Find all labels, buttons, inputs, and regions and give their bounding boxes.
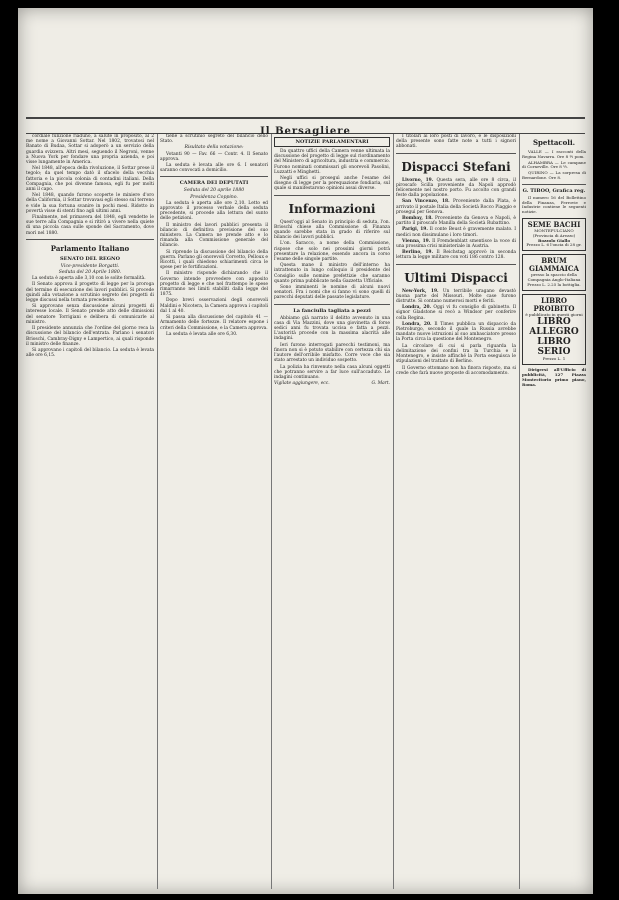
dispatch-city: Berlino, 19. bbox=[402, 250, 434, 256]
signature-line bbox=[274, 381, 390, 386]
dispatch-text: Proveniente dalla Plata, è arrivato il postale Italia della Società Rocco Piaggio e proseguì per Genova. bbox=[396, 199, 516, 215]
paragraph: Sono imminenti le nomine di alcuni nuovi senatori. Fra i nomi che si fanno vi sono quelli di parecchi deputati delle passate legislature. bbox=[274, 285, 390, 301]
ad-text: MONTEPULCIANO (Provincia di Arezzo) bbox=[532, 227, 576, 238]
dispatch-text: Il Reichstag approvò in seconda lettura la legge militare con voti 186 contro 128. bbox=[396, 250, 516, 261]
column-divider bbox=[519, 134, 520, 889]
dispatch-text: Questa sera, alle ore 8 circa, il piroscafo Scilla proveniente da Napoli approdò felicemente nel nostro porto. Fu accolto con grandi feste dalla popolazione. bbox=[396, 177, 516, 199]
ad-text: è pubblicato in questi giorni bbox=[525, 311, 583, 317]
paragraph: I titolari ai loro posti di lavoro, e le disposizioni della presente sono fatte note a tutti i signori abbonati. bbox=[396, 134, 516, 150]
section-heading: CAMERA DEI DEPUTATI bbox=[179, 180, 249, 187]
paragraph: Ieri furono interrogati parecchi testimoni, ma finora non si è potuto stabilire con certezza chi sia l'autore dell'orribile misfatto. Corre voce che sia stato arrestato un individuo sospetto. bbox=[274, 342, 390, 364]
ad-heading: LIBRO SERIO bbox=[537, 337, 571, 358]
paragraph: La seduta è aperta alle ore 2,10. Letto ed approvato il processo verbale della seduta precedente, si procede alla lettura del sunto delle petizioni. bbox=[160, 200, 268, 222]
paragraph: Si approvano i capitoli del bilancio. La seduta è levata alle ore 6,15. bbox=[26, 347, 154, 359]
column-divider bbox=[393, 134, 394, 889]
paragraph: Da quattro uffici della Camera venne ultimata la discussione del progetto di legge sul riordinamento del Ministero di agricoltura, industria e commercio. Furono nominati commissari gli onorevoli Pasolini, Luzzatti e Minghetti. bbox=[274, 149, 390, 175]
ad-heading: SEME BACHI bbox=[527, 219, 581, 229]
paragraph: Votanti 90 — Fav. 66 — Contr. 4. Il Senato approva. bbox=[160, 151, 268, 162]
dispatch-city: New-York, 19. bbox=[402, 288, 439, 294]
paragraph: tiene a scrutinio segreto del bilancio dello Stato. bbox=[160, 134, 268, 145]
dispatch-text: Un terribile uragano devastò buona parte del Missouri. Molte case furono distrutte. Si contano numerosi morti e feriti. bbox=[396, 288, 516, 305]
ad-text: Bozzolo Giallo bbox=[537, 237, 571, 243]
paragraph: L'on. Saracco, a nome della Commissione, rispose che solo nei prossimi giorni potrà presentare la relazione, essendo ancora in corso l'esame delle singole partite. bbox=[274, 241, 390, 263]
dispatch-text: Proveniente da Genova e Napoli, è partito il piroscafo Manilla della Società Rubattino. bbox=[396, 216, 516, 227]
paragraph: Quest'oggi al Senato in principio di seduta, l'on. Brioschi chiese alla Commissione di Finanza quando sarebbe stata in grado di riferire sul bilancio dei lavori pubblici. bbox=[274, 219, 390, 241]
signature-note: Vigilate aggiungere, ecc. bbox=[274, 381, 330, 387]
ad-heading: G. TIBOO, Grafica reg. bbox=[522, 187, 586, 194]
ad-text: Il numero 16 del Bollettino della Finanza, Ferrovie e Industrie contiene le seguenti notizie. bbox=[522, 194, 586, 215]
divider bbox=[396, 264, 516, 265]
dispatch-text: Il Fremdenblatt smentisce la voce di una prossima crisi ministeriale in Austria. bbox=[396, 238, 516, 250]
advertisement-box bbox=[522, 254, 586, 290]
results-label: Risultato della votazione: bbox=[184, 145, 244, 151]
scan-border bbox=[593, 0, 619, 900]
section-heading: Informazioni bbox=[288, 201, 376, 216]
dispatch-text: Il Times pubblica un dispaccio da Pietroburgo, secondo il quale la Russia avrebbe mandato nuove istruzioni al suo ambasciatore presso la Porta circa la questione del Montenegro. bbox=[396, 321, 516, 343]
paragraph: Si passa alla discussione del capitolo 41 — Armamento delle fortezze. Il relatore espone i criteri della Commissione, e la Camera approva. bbox=[160, 315, 268, 331]
paragraph: Nel 1848, all'epoca della rivoluzione, il Sottar prese il tegolo; da quel tempo datò il sfacelo della vecchia fattoria e la piccola colonia di contadini italiani. Della Compagnia, che poi divenne famosa, egli fu per molti anni il capo. bbox=[26, 166, 154, 193]
dispatch-city: Bombay, 18. bbox=[402, 216, 433, 222]
paragraph: Si riprende la discussione del bilancio della guerra. Parlano gli onorevoli Corvetto, Pelloux e Ricotti, i quali chiedono schiarimenti circa le spese per le fortificazioni. bbox=[160, 249, 268, 271]
dispatch-city: Livorno, 19. bbox=[402, 177, 434, 183]
paragraph: La seduta è levata alle ore 6,30. bbox=[166, 331, 238, 337]
divider bbox=[522, 184, 586, 185]
ad-text: Prezzo L. 1 bbox=[542, 356, 566, 362]
sitting-date: Seduta del 20 Aprile 1880. bbox=[58, 270, 122, 276]
newspaper-page bbox=[18, 8, 593, 894]
paragraph: La circolare di cui si parla riguarda la delimitazione dei confini tra la Turchia e il Montenegro, e insiste affinché la Porta eseguisca le stipulazioni del trattato di Berlino. bbox=[396, 343, 516, 365]
paragraph: Abbiamo già narrato il delitto avvenuto in una casa di Via Mazzini, dove una giovinetta di forse sedici anni fu trovata uccisa e fatta a pezzi. L'autorità procede con la massima alacrità alle indagini. bbox=[274, 315, 390, 342]
divider bbox=[26, 239, 154, 240]
presidency-line: Vice-presidente Borgatti. bbox=[60, 263, 120, 269]
dispatch-city: Parigi, 19. bbox=[402, 227, 428, 233]
paragraph: Il presidente annunzia che l'ordine del giorno reca la discussione del bilancio dell'entrata. Parlano i senatori Brioschi, Cambray-Digny e Lampertico, ai quali risponde il ministro delle finanze. bbox=[26, 326, 154, 347]
section-heading: Ultimi Dispacci bbox=[404, 270, 508, 285]
advertisement-box bbox=[522, 218, 586, 251]
presidency-line: Presidenza Coppino. bbox=[190, 194, 238, 200]
ad-text: presso la spaccio della Compagnia Anglo-Italiana bbox=[527, 272, 581, 282]
paragraph: La seduta è aperta alle 3,10 con le solite formalità. bbox=[32, 276, 146, 282]
paragraph: Dopo brevi osservazioni degli onorevoli Maldini e Nicotera, la Camera approva i capitoli dal 1 al 40. bbox=[160, 298, 268, 314]
divider bbox=[160, 176, 268, 177]
dispatch-text: Oggi vi fu consiglio di gabinetto. Il signor Gladstone si recò a Windsor per conferire colla Regina. bbox=[396, 305, 516, 321]
ad-text: Prezzo L. 2.25 la bottiglia. bbox=[527, 281, 581, 287]
section-heading: Spettacoli. bbox=[532, 138, 576, 147]
paragraph: La polizia ha rinvenuto nella casa alcuni oggetti che potranno servire a far luce sull'accaduto. Le indagini continuano. bbox=[274, 364, 390, 380]
subsection-heading: SENATO DEL REGNO bbox=[60, 255, 120, 262]
dispatch-text: Il conte Beust è gravemente malato. I medici non dissimulano i loro timori. bbox=[396, 227, 516, 238]
paragraph: Finalmente, nel primavera del 1848, egli vendette le sue terre alla Compagnia e si ritirò a vivere nella quiete di una piccola casa sulle sponde del Sacramento, dove morì nel 1880. bbox=[26, 215, 154, 236]
listing: ALHAMBRA — Le campane di Corneville. Ore 8 ½. bbox=[522, 159, 586, 170]
listing: VALLE — I racconti della Regina Navarra. Ore 8 ½ pom. bbox=[522, 149, 586, 159]
column-5-advertisements bbox=[522, 134, 586, 889]
column-divider bbox=[157, 134, 158, 889]
paragraph: La seduta è levata alle ore 6. I senatori saranno convocati a domicilio. bbox=[160, 163, 268, 174]
ad-heading: BRUM GIAMMAICA bbox=[529, 256, 579, 274]
section-heading: NOTIZIE PARLAMENTARI bbox=[274, 137, 390, 147]
signer: G. Mart. bbox=[371, 381, 390, 387]
ad-heading: LIBRO ALLEGRO bbox=[529, 317, 579, 338]
paragraph: Il Senato approva il progetto di legge per la proroga del termine di esecuzione dei lavori pubblici. Si procede quindi alla votazione a scrutinio segreto dei progetti di legge discussi nella tornata precedente. bbox=[26, 282, 154, 304]
divider bbox=[396, 153, 516, 154]
paragraph: Negli uffici si proseguì anche l'esame del disegno di legge per la perequazione fondiaria, sul quale si manifestarono opinioni assai diverse. bbox=[274, 176, 390, 192]
paragraph: Il Governo ottomano non ha finora risposto, ma si crede che farà nuove proposte di accomodamento. bbox=[396, 365, 516, 376]
column-2 bbox=[160, 134, 268, 889]
ad-text: Dirigersi all'Ufficio di pubblicità, 127 Piazza Montecitorio primo piano, Roma. bbox=[522, 367, 586, 387]
advertisement-box bbox=[522, 294, 586, 366]
paragraph: Nel 1848, quando furono scoperte le miniere d'oro della California, il Sottar trovavasi egli stesso sul terreno e vide la sua fortuna svanire in pochi mesi. Ridotto in povertà visse di stenti fino agli ultimi anni. bbox=[26, 193, 154, 214]
masthead-title: Il Bersagliere bbox=[260, 126, 351, 137]
dispatch-city: Londra, 20. bbox=[402, 321, 432, 327]
ad-text: Prezzo L. 6 l'oncia di 28 gr. bbox=[526, 242, 582, 248]
divider bbox=[274, 195, 390, 196]
column-1 bbox=[26, 134, 154, 889]
divider bbox=[274, 304, 390, 305]
column-4 bbox=[396, 134, 516, 889]
paragraph: Si approvano senza discussione alcuni progetti di interesse locale. Il Senato prende atto delle dimissioni del senatore Torrigiani e delibera di comunicarle al ministro. bbox=[26, 304, 154, 325]
column-divider bbox=[271, 134, 272, 889]
dispatch-city: Londra, 20. bbox=[402, 305, 432, 311]
paragraph: Il ministro risponde dichiarando che il Governo intende provvedere con apposito progetto di legge e che nel frattempo le spese rimarranno nei limiti stabiliti dalla legge del 1875. bbox=[160, 271, 268, 298]
sitting-date: Seduta del 20 aprile 1880 bbox=[183, 188, 245, 194]
dispatch-city: San Vincenzo, 18. bbox=[402, 199, 450, 205]
ad-heading: LIBRO PROIBITO bbox=[533, 295, 575, 313]
section-heading: La fanciulla tagliata a pezzi bbox=[293, 307, 371, 314]
paragraph: Questa mane il ministro dell'interno ha intrattenuto in lungo colloquio il presidente del Consiglio sulle nomine prefettizie che saranno quanto prima pubblicate nella Gazzetta Ufficiale. bbox=[274, 263, 390, 284]
section-heading: Dispacci Stefani bbox=[401, 159, 511, 174]
masthead-bar bbox=[26, 117, 585, 137]
section-heading: Parlamento Italiano bbox=[50, 243, 130, 253]
column-3 bbox=[274, 134, 390, 889]
listing: QUIRINO — La sorpresa di Bernardone. Ore 8. bbox=[522, 170, 586, 180]
paragraph: cordiale funzione riadunò, a salute in proposito, al 2 me nome a Giovanni Sottar. Nel 1802, trovatosi nel Banato di Budaa, Sottar si adoperò a un servizio della guardia svizzera. Altri mesi, seguendo il Negroni, venne a Nuova York per fondare una propria azienda, e poi visse lungamente in America. bbox=[26, 134, 154, 166]
paragraph: Il ministro dei lavori pubblici presenta il bilancio di definitiva previsione del suo ministero. La Camera ne prende atto e lo rimanda alla Commissione generale del bilancio. bbox=[160, 222, 268, 249]
dispatch-city: Vienna, 19. bbox=[402, 238, 431, 244]
